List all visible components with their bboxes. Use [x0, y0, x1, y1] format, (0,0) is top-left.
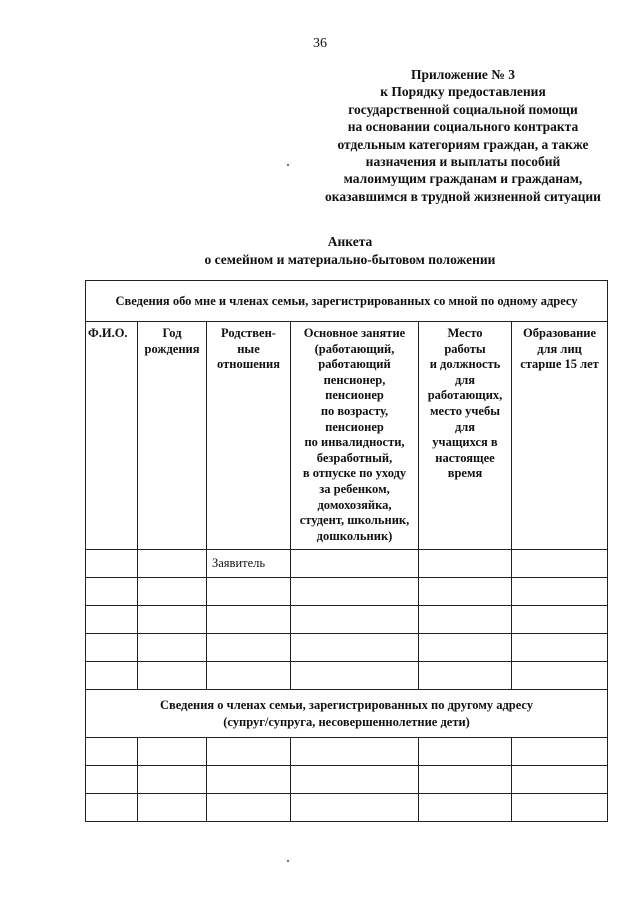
table-cell[interactable] [86, 550, 138, 578]
table-cell[interactable] [86, 766, 138, 794]
table-cell[interactable] [419, 794, 512, 822]
table-row [86, 550, 608, 578]
table-cell[interactable] [86, 738, 138, 766]
table-cell[interactable] [207, 766, 291, 794]
table-cell[interactable] [419, 578, 512, 606]
table-cell[interactable] [138, 578, 207, 606]
appendix-line: государственной социальной помощи [348, 101, 578, 117]
table-cell[interactable] [291, 634, 419, 662]
table-cell[interactable] [138, 766, 207, 794]
form-title [0, 233, 640, 269]
table-cell[interactable] [291, 794, 419, 822]
table-cell[interactable] [291, 766, 419, 794]
table-cell[interactable] [419, 766, 512, 794]
table-cell[interactable] [207, 738, 291, 766]
table-cell[interactable] [512, 634, 608, 662]
applicant-label: Заявитель [207, 550, 291, 578]
section-same-address-header: Сведения обо мне и членах семьи, зарегистрированных со мной по одному адресу [86, 281, 608, 322]
table-cell[interactable] [207, 794, 291, 822]
column-header-relationship: Родствен- ные отношения [207, 322, 291, 550]
table-cell[interactable] [138, 550, 207, 578]
table-cell[interactable] [419, 738, 512, 766]
table-cell[interactable] [86, 578, 138, 606]
table-cell[interactable] [138, 606, 207, 634]
form-title-line1: Анкета [327, 234, 373, 249]
table-cell[interactable] [291, 578, 419, 606]
appendix-heading [298, 66, 628, 205]
appendix-line: малоимущим гражданам и гражданам, [343, 171, 583, 187]
table-row [86, 578, 608, 606]
appendix-line: на основании социального контракта [347, 119, 579, 135]
table-cell[interactable] [419, 634, 512, 662]
appendix-line: Приложение № 3 [411, 67, 515, 82]
table-cell[interactable] [138, 634, 207, 662]
table-cell[interactable] [86, 662, 138, 690]
table-cell[interactable] [207, 634, 291, 662]
scan-speck [287, 860, 289, 862]
table-cell[interactable] [512, 794, 608, 822]
table-cell[interactable] [512, 738, 608, 766]
section-other-address-header: Сведения о членах семьи, зарегистрированных по другому адресу (супруг/супруга, несовершеннолетние дети) [86, 690, 608, 738]
table-cell[interactable] [512, 550, 608, 578]
table-cell[interactable] [512, 606, 608, 634]
table-cell[interactable] [86, 794, 138, 822]
table-cell[interactable] [419, 550, 512, 578]
table-cell[interactable] [138, 794, 207, 822]
family-survey-table [85, 280, 608, 822]
column-header-workplace: Место работы и должность для работающих, место учебы для учащихся в настоящее время [419, 322, 512, 550]
appendix-line: назначения и выплаты пособий [365, 154, 561, 170]
form-title-line2: о семейном и материально-бытовом положении [204, 252, 496, 267]
table-row [86, 766, 608, 794]
appendix-line: оказавшимся в трудной жизненной ситуации [325, 188, 601, 204]
table-cell[interactable] [207, 606, 291, 634]
column-header-full-name: Ф.И.О. [86, 322, 138, 550]
table-cell[interactable] [512, 578, 608, 606]
table-cell[interactable] [207, 662, 291, 690]
appendix-line: к Порядку предоставления [380, 84, 546, 100]
table-cell[interactable] [138, 738, 207, 766]
table-cell[interactable] [512, 766, 608, 794]
table-cell[interactable] [291, 606, 419, 634]
column-header-education: Образование для лиц старше 15 лет [512, 322, 608, 550]
column-header-occupation: Основное занятие (работающий, работающий пенсионер, пенсионер по возрасту, пенсионер по инвалидности, безработный, в отпуске по уходу за ребенком, домохозяйка, студент, школьник, дошкольник) [291, 322, 419, 550]
table-cell[interactable] [419, 662, 512, 690]
table-cell[interactable] [291, 662, 419, 690]
column-header-birth-year: Год рождения [138, 322, 207, 550]
table-cell[interactable] [86, 606, 138, 634]
page-number: 36 [313, 36, 327, 51]
table-row [86, 738, 608, 766]
table-cell[interactable] [512, 662, 608, 690]
scan-speck [287, 164, 289, 166]
appendix-line: отдельным категориям граждан, а также [337, 136, 589, 152]
table-row [86, 634, 608, 662]
table-cell[interactable] [207, 578, 291, 606]
table-cell[interactable] [291, 738, 419, 766]
table-cell[interactable] [86, 634, 138, 662]
table-row [86, 606, 608, 634]
table-cell[interactable] [419, 606, 512, 634]
table-row [86, 794, 608, 822]
table-cell[interactable] [291, 550, 419, 578]
table-row [86, 662, 608, 690]
table-cell[interactable] [138, 662, 207, 690]
